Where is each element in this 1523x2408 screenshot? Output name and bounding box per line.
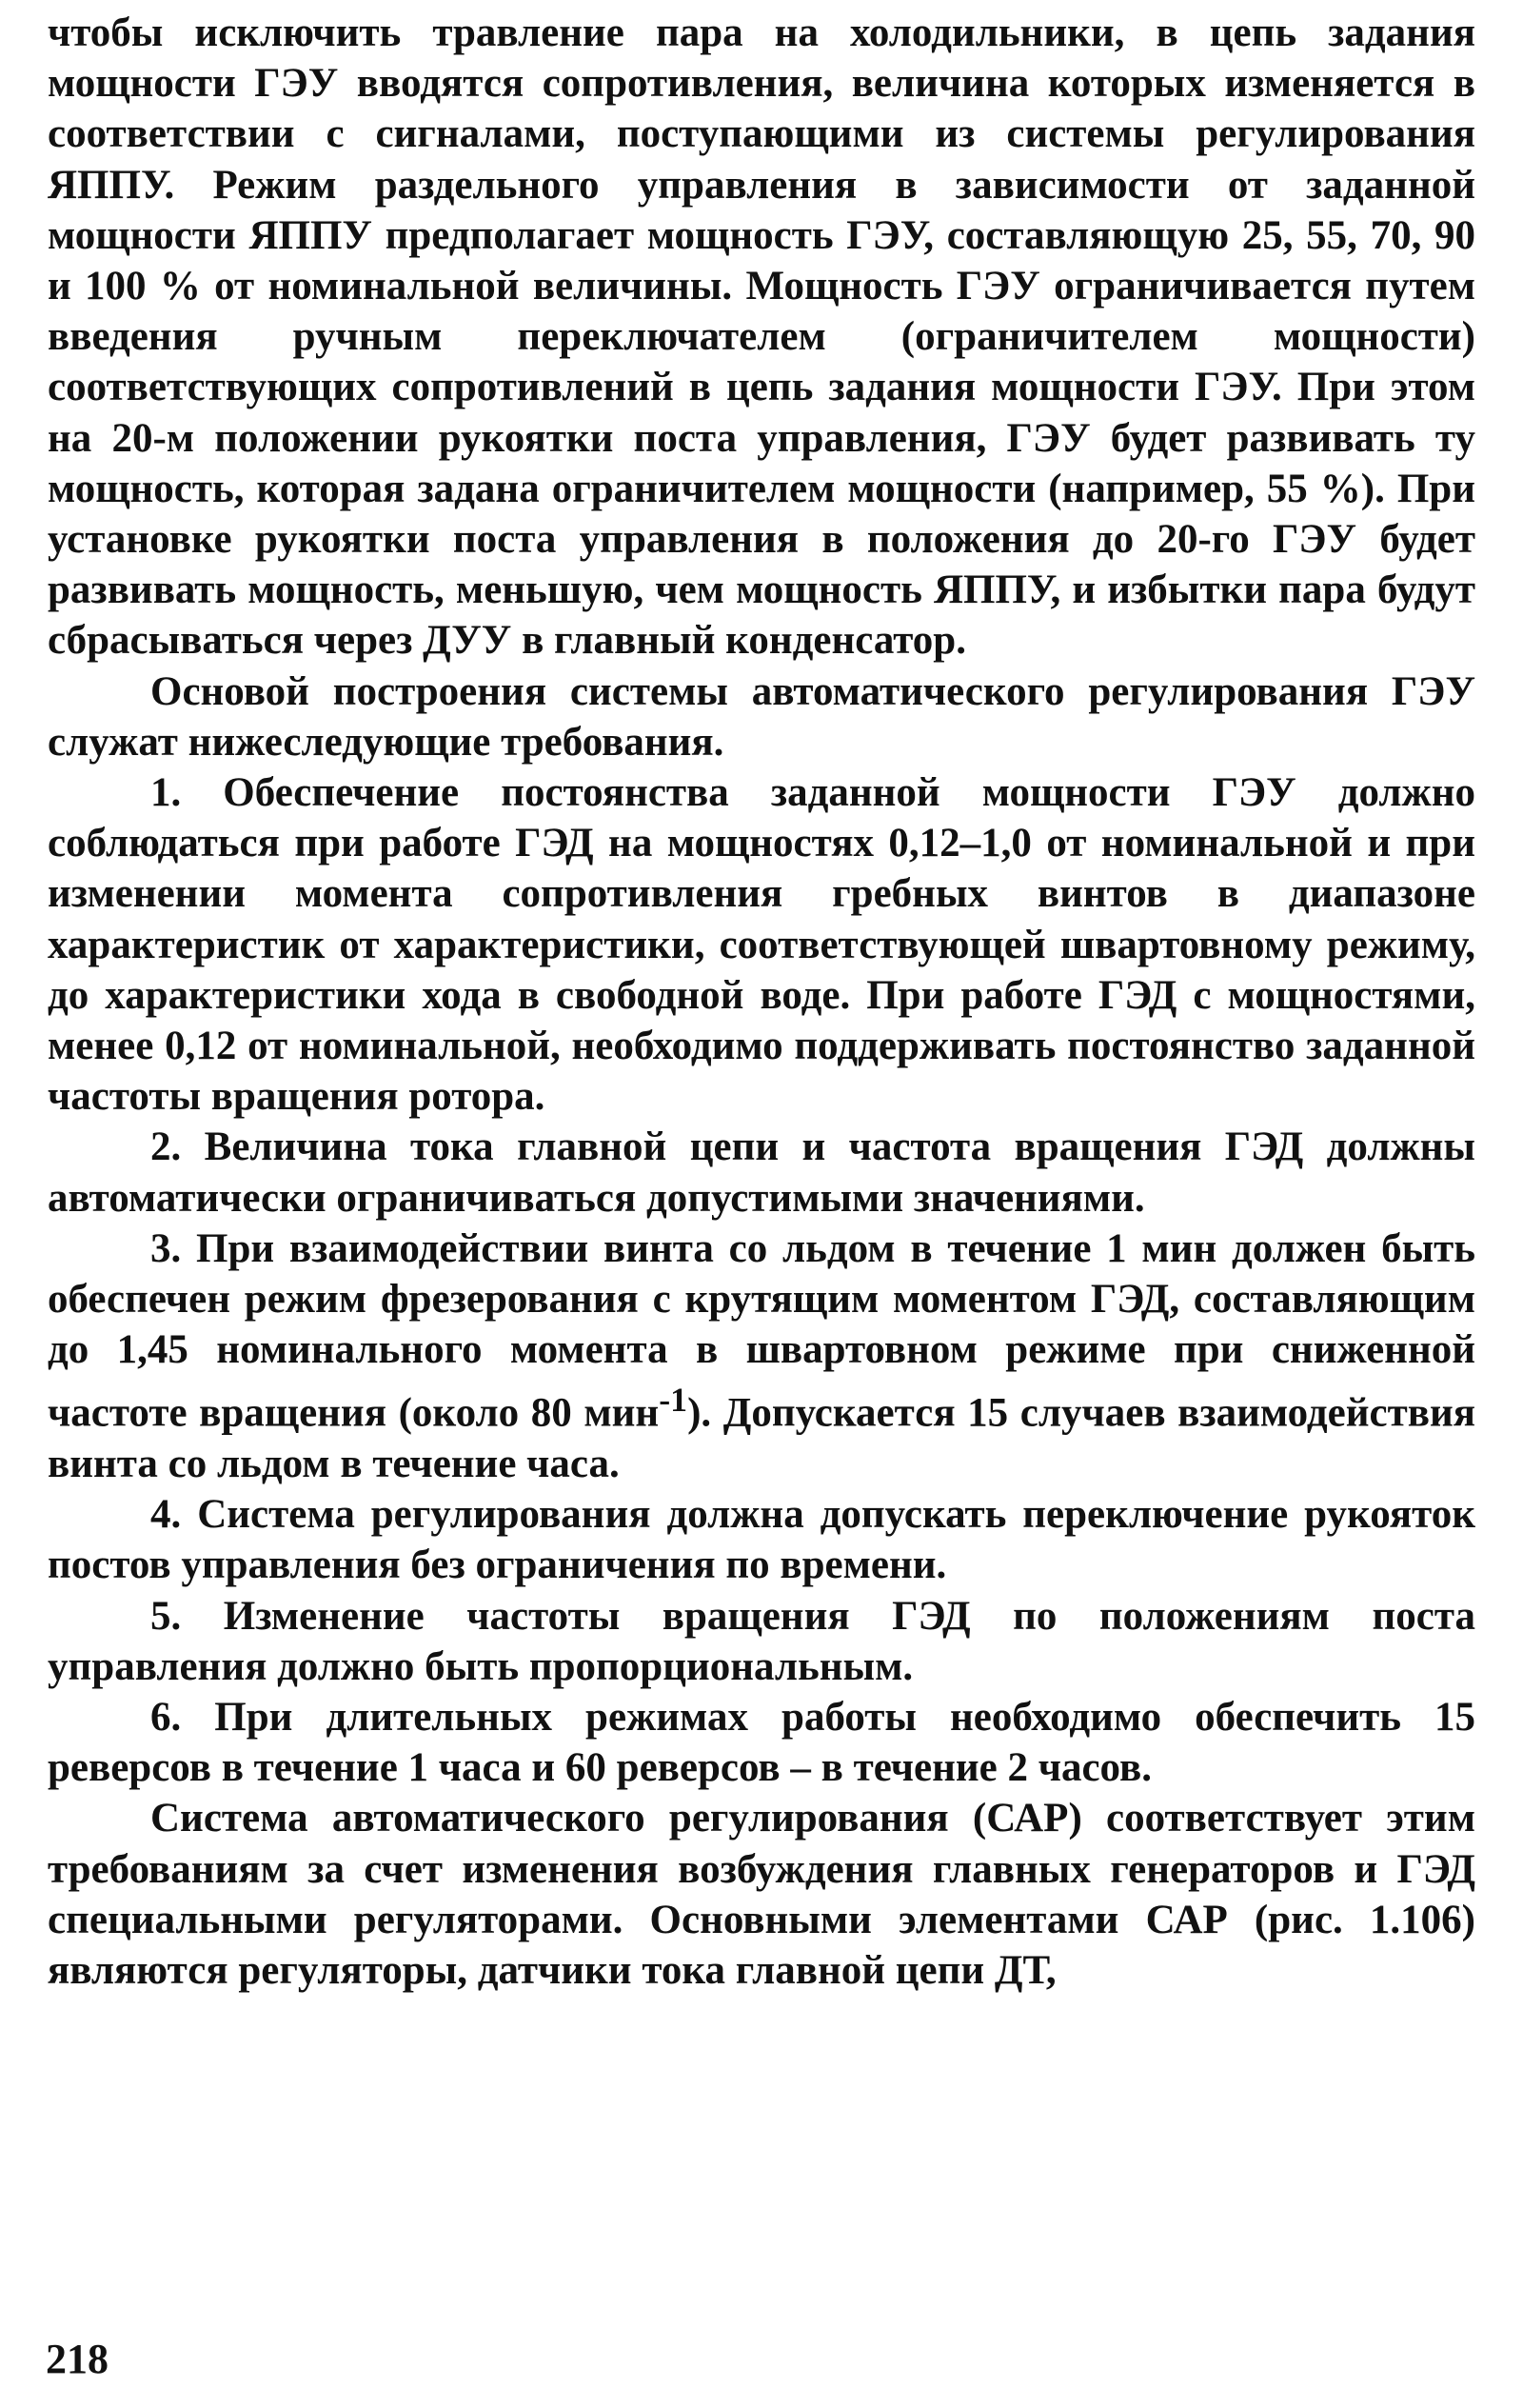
item-text: 3. При взаимодействии винта со льдом в течение 1 мин должен быть обеспечен режим фрезерования с крутящим моментом ГЭД, составляющим до 1,45 номинального момента в швартовном режиме при сниженной частоте вращения (около 80 мин [48, 1225, 1475, 1436]
requirement-item: 6. При длительных режимах работы необходимо обеспечить 15 реверсов в течение 1 часа и 60 реверсов – в течение 2 часов. [48, 1695, 1475, 1791]
body-text [48, 8, 1475, 1996]
requirement-item: 5. Изменение частоты вращения ГЭД по положениям поста управления должно быть пропорциональным. [48, 1593, 1475, 1689]
item-text: ). Допускается 15 случаев взаимодействия винта со льдом в течение часа. [48, 1390, 1475, 1487]
paragraph: чтобы исключить травление пара на холодильники, в цепь задания мощности ГЭУ вводятся сопротивления, величина которых изменяется в соответствии с сигналами, поступающими из системы регулирования ЯППУ. Режим раздельного управления в зависимости от заданной мощности ЯППУ предполагает мощность ГЭУ, составляющую 25, 55, 70, 90 и 100 % от номинальной величины. Мощность ГЭУ ограничивается путем введения ручным переключателем (ограничителем мощности) соответствующих сопротивлений в цепь задания мощности ГЭУ. При этом на 20-м положении рукоятки поста управления, ГЭУ будет развивать ту мощность, которая задана ограничителем мощности (например, 55 %). При установке рукоятки поста управления в положения до 20-го ГЭУ будет развивать мощность, меньшую, чем мощность ЯППУ, и избытки пара будут сбрасываться через ДУУ в главный конденсатор. [48, 10, 1475, 664]
page-number: 218 [46, 2336, 109, 2382]
requirement-item: 2. Величина тока главной цепи и частота вращения ГЭД должны автоматически ограничиваться допустимыми значениями. [48, 1124, 1475, 1221]
superscript: -1 [659, 1381, 688, 1420]
paragraph: Основой построения системы автоматического регулирования ГЭУ служат нижеследующие требования. [48, 668, 1475, 765]
requirement-item: 1. Обеспечение постоянства заданной мощности ГЭУ должно соблюдаться при работе ГЭД на мощностях 0,12–1,0 от номинальной и при изменении момента сопротивления гребных винтов в диапазоне характеристик от характеристики, соответствующей швартовному режиму, до характеристики хода в свободной воде. При работе ГЭД с мощностями, менее 0,12 от номинальной, необходимо поддерживать постоянство заданной частоты вращения ротора. [48, 770, 1475, 1120]
paragraph: Система автоматического регулирования (САР) соответствует этим требованиям за счет изменения возбуждения главных генераторов и ГЭД специальными регуляторами. Основными элементами САР (рис. 1.106) являются регуляторы, датчики тока главной цепи ДТ, [48, 1796, 1475, 1994]
requirement-item: 4. Система регулирования должна допускать переключение рукояток постов управления без ограничения по времени. [48, 1492, 1475, 1588]
requirement-item [48, 1224, 1475, 1489]
